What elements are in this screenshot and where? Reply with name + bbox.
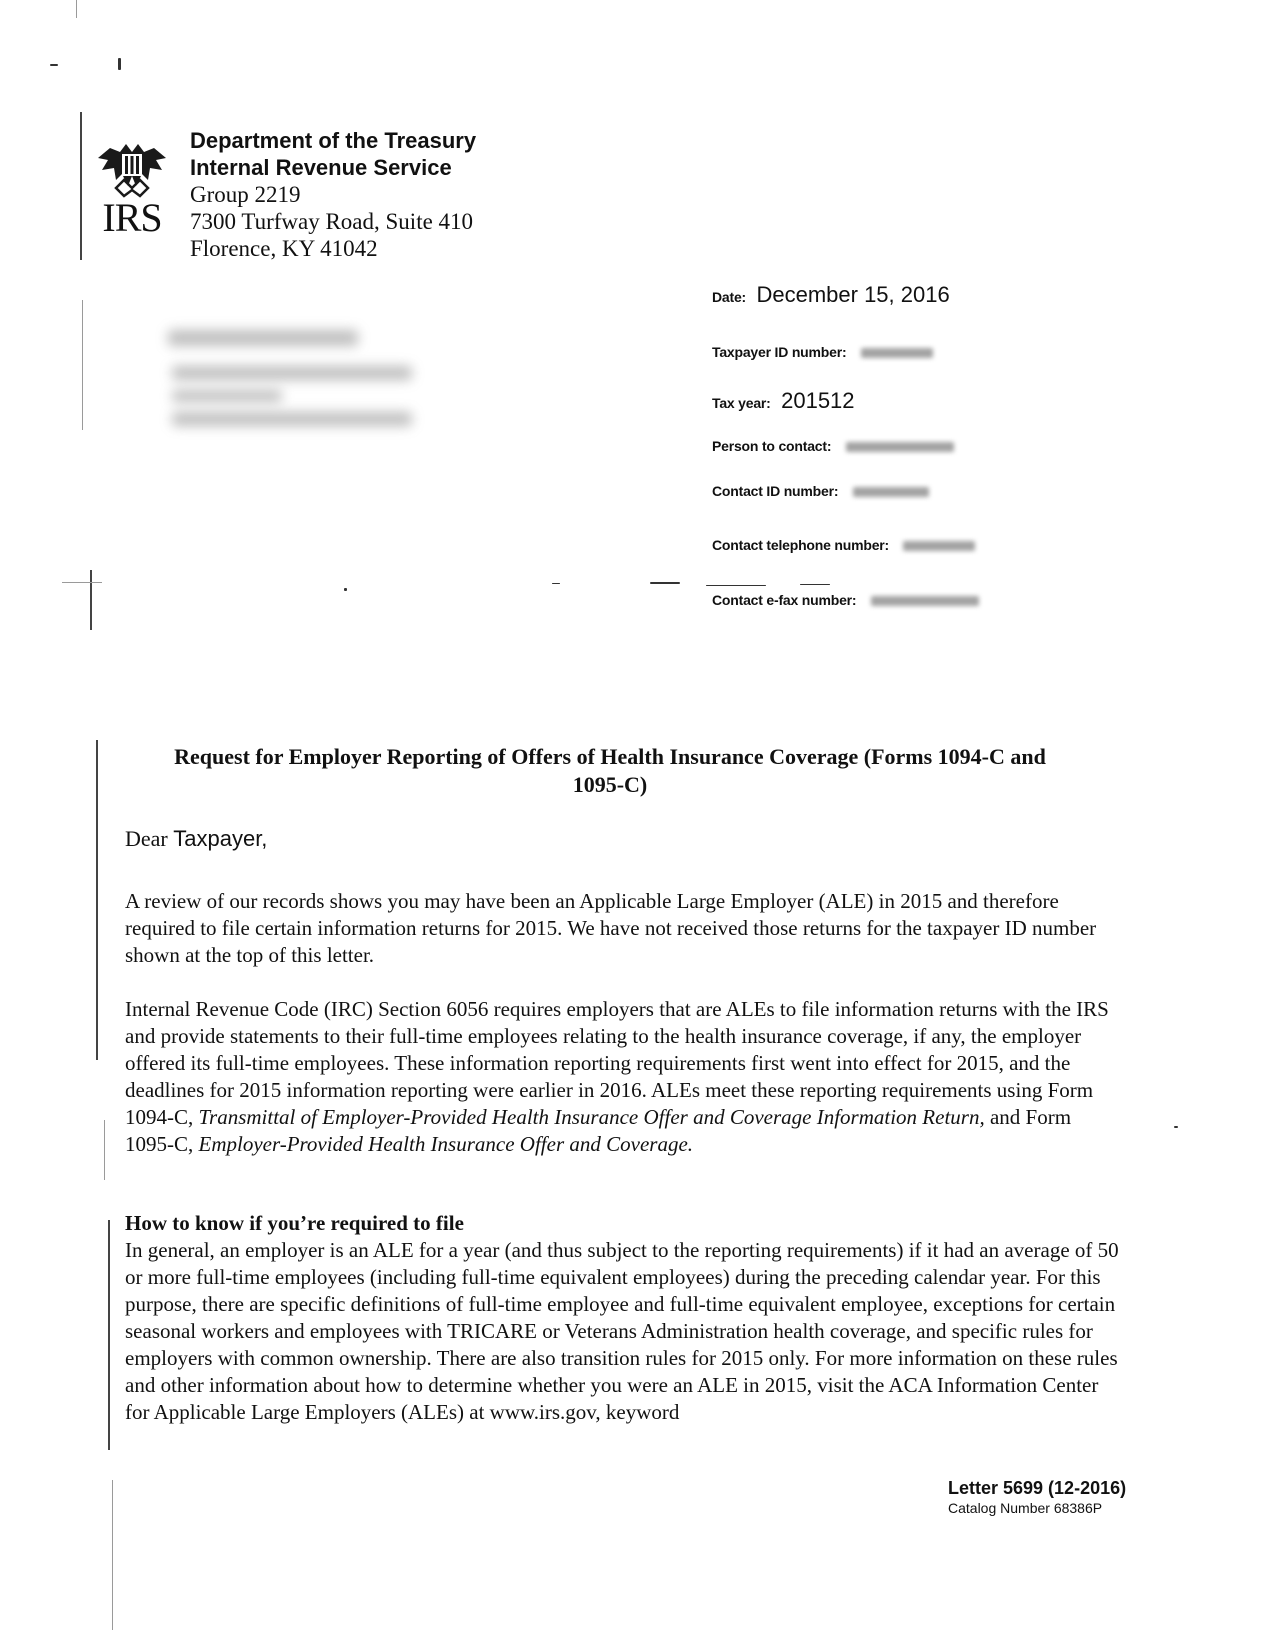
irs-logo bbox=[92, 140, 172, 244]
scan-speck bbox=[1174, 1126, 1178, 1128]
letter-form-id: Letter 5699 (12-2016) bbox=[948, 1478, 1127, 1498]
scan-speck bbox=[344, 588, 347, 591]
taxpayer-id-label: Taxpayer ID number: bbox=[712, 344, 847, 360]
date-value: December 15, 2016 bbox=[756, 282, 950, 307]
agency-city: Florence, KY 41042 bbox=[190, 236, 378, 261]
scan-artifact-left-5 bbox=[96, 740, 98, 1060]
scan-artifact-left-8 bbox=[112, 1480, 113, 1630]
catalog-number: Catalog Number 68386P bbox=[948, 1500, 1103, 1516]
agency-service: Internal Revenue Service bbox=[190, 155, 452, 180]
tax-year-label: Tax year: bbox=[712, 395, 771, 411]
contact-phone-row bbox=[712, 537, 975, 555]
person-contact-redacted bbox=[846, 442, 954, 452]
agency-address-block bbox=[190, 127, 476, 262]
scan-artifact-left-2 bbox=[82, 300, 83, 430]
letter-title: Request for Employer Reporting of Offers of Health Insurance Coverage (Forms 1094-C and 1095-C) bbox=[174, 744, 1046, 797]
date-label: Date: bbox=[712, 289, 747, 305]
form-1095c-title: Employer-Provided Health Insurance Offer and Coverage. bbox=[198, 1132, 694, 1156]
salutation-name: Taxpayer, bbox=[173, 826, 268, 851]
contact-efax-label: Contact e-fax number: bbox=[712, 592, 857, 608]
paragraph-ale-definition: In general, an employer is an ALE for a year (and thus subject to the reporting requirements) if it had an average of 50 or more full-time employees (including full-time equivalent employees) during the preceding calendar year. For this purpose, there are specific definitions of full-time employee and full-time equivalent employee, exceptions for certain seasonal workers and employees with TRICARE or Veterans Administration health coverage, and specific rules for employers with common ownership. There are also transition rules for 2015 only. For more information on these rules and other information about how to determine whether you were an ALE in 2015, visit the ACA Information Center for Applicable Large Employers (ALEs) at www.irs.gov, keyword bbox=[125, 1238, 1119, 1424]
contact-phone-label: Contact telephone number: bbox=[712, 537, 890, 553]
salutation bbox=[125, 826, 267, 852]
recipient-address-redacted bbox=[172, 390, 282, 402]
letter-footer bbox=[900, 1477, 1130, 1517]
irs-logo-text: IRS bbox=[102, 195, 162, 240]
contact-efax-row bbox=[712, 592, 979, 610]
scan-artifact-left-6 bbox=[104, 1120, 105, 1180]
scan-speck bbox=[650, 582, 680, 584]
scan-artifact-left-1 bbox=[80, 112, 82, 260]
person-contact-row bbox=[712, 438, 954, 456]
paragraph-irc-text-2: and Form 1095-C, bbox=[125, 1105, 1072, 1156]
irs-eagle-icon bbox=[92, 140, 172, 200]
tax-year-row bbox=[712, 388, 855, 414]
scan-artifact-top bbox=[76, 0, 77, 18]
scan-speck bbox=[50, 64, 58, 66]
paragraph-irc-text-1: Internal Revenue Code (IRC) Section 6056 requires employers that are ALEs to file information returns with the IRS and provide statements to their full-time employees relating to the health insurance coverage, if any, the employer offered its full-time employees. These information reporting requirements first went into effect for 2015, and the deadlines for 2015 information reporting were earlier in 2016. ALEs meet these reporting requirements using Form 1094-C, bbox=[125, 997, 1109, 1129]
form-1094c-title: Transmittal of Employer-Provided Health Insurance Offer and Coverage Information Return, bbox=[198, 1105, 985, 1129]
taxpayer-id-redacted bbox=[861, 348, 933, 358]
scan-speck bbox=[706, 585, 766, 586]
scan-artifact-left-3 bbox=[90, 570, 92, 630]
contact-id-redacted bbox=[853, 487, 929, 497]
recipient-address-redacted bbox=[168, 330, 358, 346]
agency-department: Department of the Treasury bbox=[190, 128, 477, 153]
tax-year-value: 201512 bbox=[781, 388, 855, 413]
paragraph-irc-section bbox=[125, 996, 1125, 1158]
recipient-address-redacted bbox=[172, 412, 412, 426]
contact-phone-redacted bbox=[903, 541, 975, 551]
taxpayer-id-row bbox=[712, 344, 933, 362]
contact-id-label: Contact ID number: bbox=[712, 483, 839, 499]
salutation-prefix: Dear bbox=[125, 826, 168, 851]
date-row bbox=[712, 282, 950, 308]
contact-efax-redacted bbox=[871, 596, 979, 606]
contact-id-row bbox=[712, 483, 929, 501]
section-heading-required-to-file: How to know if you’re required to file bbox=[125, 1211, 464, 1235]
scan-speck bbox=[552, 583, 560, 584]
person-contact-label: Person to contact: bbox=[712, 438, 832, 454]
recipient-address-redacted bbox=[172, 366, 412, 380]
scan-speck bbox=[118, 58, 121, 70]
scan-artifact-left-4 bbox=[62, 582, 102, 583]
agency-group: Group 2219 bbox=[190, 182, 301, 207]
scan-artifact-left-7 bbox=[108, 1220, 110, 1450]
agency-street: 7300 Turfway Road, Suite 410 bbox=[190, 209, 474, 234]
paragraph-review: A review of our records shows you may have been an Applicable Large Employer (ALE) in 2015 and therefore required to file certain information returns for 2015. We have not received those returns for the taxpayer ID number shown at the top of this letter. bbox=[125, 889, 1097, 967]
scan-speck bbox=[800, 584, 830, 585]
